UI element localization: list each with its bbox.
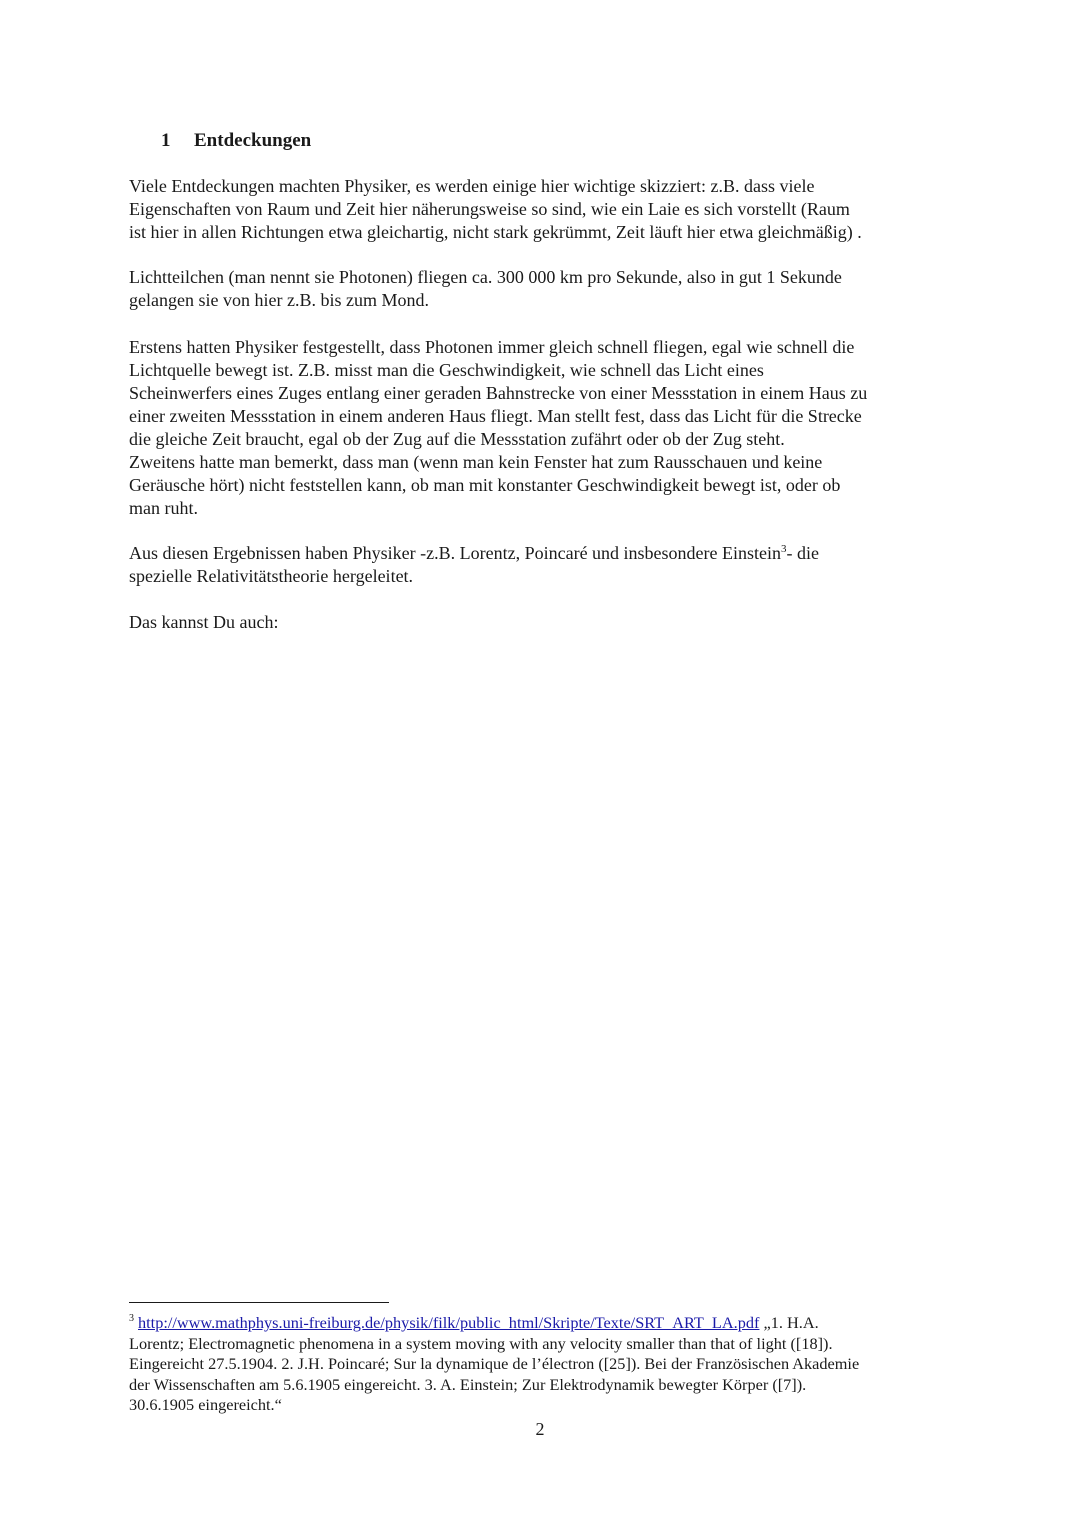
footnote-link[interactable]: http://www.mathphys.uni-freiburg.de/physik/filk/public_html/Skripte/Texte/SRT_ART_LA.pdf <box>138 1313 760 1332</box>
paragraph-line: Lichtquelle bewegt ist. Z.B. misst man die Geschwindigkeit, wie schnell das Licht eines <box>129 360 764 380</box>
footnote-reference[interactable]: 3 <box>781 543 787 555</box>
paragraph-4 <box>129 542 959 588</box>
footnote-text: „1. H.A. <box>759 1313 819 1332</box>
paragraph-2 <box>129 266 959 312</box>
section-heading <box>161 129 311 153</box>
paragraph-1 <box>129 175 959 244</box>
paragraph-3 <box>129 336 959 520</box>
paragraph-line: Lichtteilchen (man nennt sie Photonen) fliegen ca. 300 000 km pro Sekunde, also in gut 1 Sekunde <box>129 267 842 287</box>
footnote-line: Lorentz; Electromagnetic phenomena in a system moving with any velocity smaller than that of light ([18]). <box>129 1333 833 1353</box>
paragraph-line: gelangen sie von hier z.B. bis zum Mond. <box>129 290 429 310</box>
footnote-separator <box>129 1302 389 1303</box>
page-number: 2 <box>535 1419 545 1439</box>
footnote-line: 30.6.1905 eingereicht.“ <box>129 1395 282 1415</box>
paragraph-text: Aus diesen Ergebnissen haben Physiker -z.B. Lorentz, Poincaré und insbesondere Einstein <box>129 543 782 563</box>
paragraph-line: man ruht. <box>129 498 198 518</box>
paragraph-line: einer zweiten Messstation in einem anderen Haus fliegt. Man stellt fest, dass das Licht für die Strecke <box>129 406 862 426</box>
footnote-line: der Wissenschaften am 5.6.1905 eingereicht. 3. A. Einstein; Zur Elektrodynamik bewegter Körper ([7]). <box>129 1374 807 1394</box>
paragraph-line: ist hier in allen Richtungen etwa gleichartig, nicht stark gekrümmt, Zeit läuft hier etwa gleichmäßig) . <box>129 222 862 242</box>
paragraph-line: Das kannst Du auch: <box>129 612 279 632</box>
footnote-marker: 3 <box>129 1313 134 1324</box>
paragraph-line: spezielle Relativitätstheorie hergeleitet. <box>129 566 414 586</box>
paragraph-line: Eigenschaften von Raum und Zeit hier näherungsweise so sind, wie ein Laie es sich vorstellt (Raum <box>129 199 850 219</box>
section-title: Entdeckungen <box>194 130 312 151</box>
paragraph-line: Geräusche hört) nicht feststellen kann, ob man mit konstanter Geschwindigkeit bewegt ist, oder ob <box>129 475 841 495</box>
paragraph-line: Scheinwerfers eines Zuges entlang einer geraden Bahnstrecke von einer Messstation in einem Haus zu <box>129 383 868 403</box>
paragraph-line: Erstens hatten Physiker festgestellt, dass Photonen immer gleich schnell fliegen, egal wie schnell die <box>129 337 855 357</box>
paragraph-text: - die <box>786 543 820 563</box>
paragraph-line: Zweitens hatte man bemerkt, dass man (wenn man kein Fenster hat zum Rausschauen und keine <box>129 452 823 472</box>
footnote <box>129 1313 959 1416</box>
paragraph-line <box>129 542 959 565</box>
section-number: 1 <box>161 130 171 151</box>
paragraph-line: die gleiche Zeit braucht, egal ob der Zug auf die Messstation zufährt oder ob der Zug steht. <box>129 429 785 449</box>
paragraph-line: Viele Entdeckungen machten Physiker, es werden einige hier wichtige skizziert: z.B. dass viele <box>129 176 815 196</box>
footnote-line: Eingereicht 27.5.1904. 2. J.H. Poincaré; Sur la dynamique de l’électron ([25]). Bei der Französischen Akademie <box>129 1354 860 1374</box>
footnote-line <box>129 1313 959 1334</box>
paragraph-5 <box>129 611 959 634</box>
